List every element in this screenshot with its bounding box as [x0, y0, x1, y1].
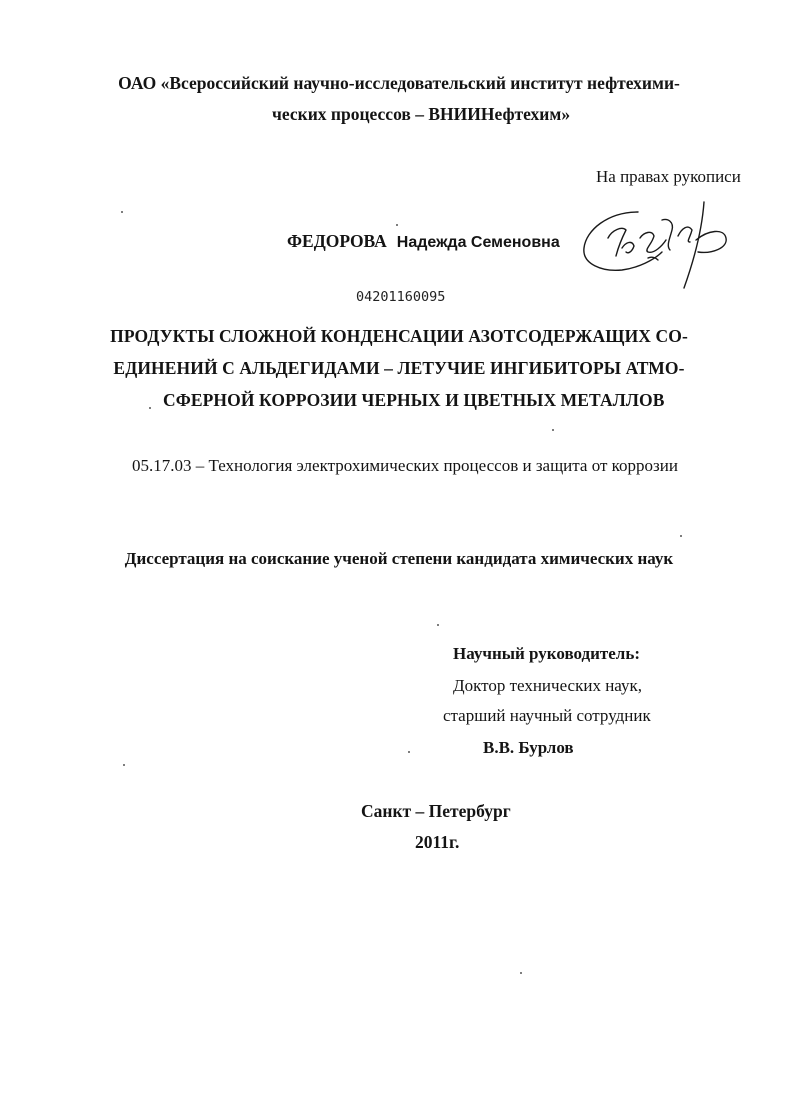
scan-speck [680, 535, 682, 537]
scan-speck [520, 972, 522, 974]
place: Санкт – Петербург [361, 801, 511, 821]
year: 2011г. [415, 832, 460, 852]
scan-speck [123, 764, 125, 766]
scan-speck [552, 429, 554, 431]
scan-speck [149, 407, 151, 409]
scan-speck [121, 211, 123, 213]
specialty: 05.17.03 – Технология электрохимических процессов и защита от коррозии [132, 456, 678, 475]
registration-number: 04201160095 [356, 289, 446, 305]
supervisor-heading: Научный руководитель: [453, 644, 640, 663]
scan-speck [437, 624, 439, 626]
author-surname: ФЕДОРОВА [287, 231, 387, 251]
scan-speck [408, 751, 410, 753]
supervisor-degree: Доктор технических наук, [453, 676, 642, 695]
author-given-names: Надежда Семеновна [396, 234, 560, 251]
supervisor-position: старший научный сотрудник [443, 706, 651, 725]
manuscript-rights-note: На правах рукописи [596, 167, 741, 186]
supervisor-name: В.В. Бурлов [483, 738, 574, 757]
organization-line-1: ОАО «Всероссийский научно-исследовательский институт нефтехими- [118, 73, 680, 93]
title-line-1: ПРОДУКТЫ СЛОЖНОЙ КОНДЕНСАЦИИ АЗОТСОДЕРЖАЩИХ СО- [110, 326, 688, 346]
degree-statement: Диссертация на соискание ученой степени кандидата химических наук [124, 549, 674, 568]
author-line [287, 231, 560, 252]
title-line-3: СФЕРНОЙ КОРРОЗИИ ЧЕРНЫХ И ЦВЕТНЫХ МЕТАЛЛОВ [163, 390, 665, 410]
title-line-2: ЕДИНЕНИЙ С АЛЬДЕГИДАМИ – ЛЕТУЧИЕ ИНГИБИТОРЫ АТМО- [113, 358, 685, 378]
signature [578, 190, 738, 300]
scan-speck [396, 224, 398, 226]
organization-line-2: ческих процессов – ВНИИНефтехим» [272, 104, 571, 124]
